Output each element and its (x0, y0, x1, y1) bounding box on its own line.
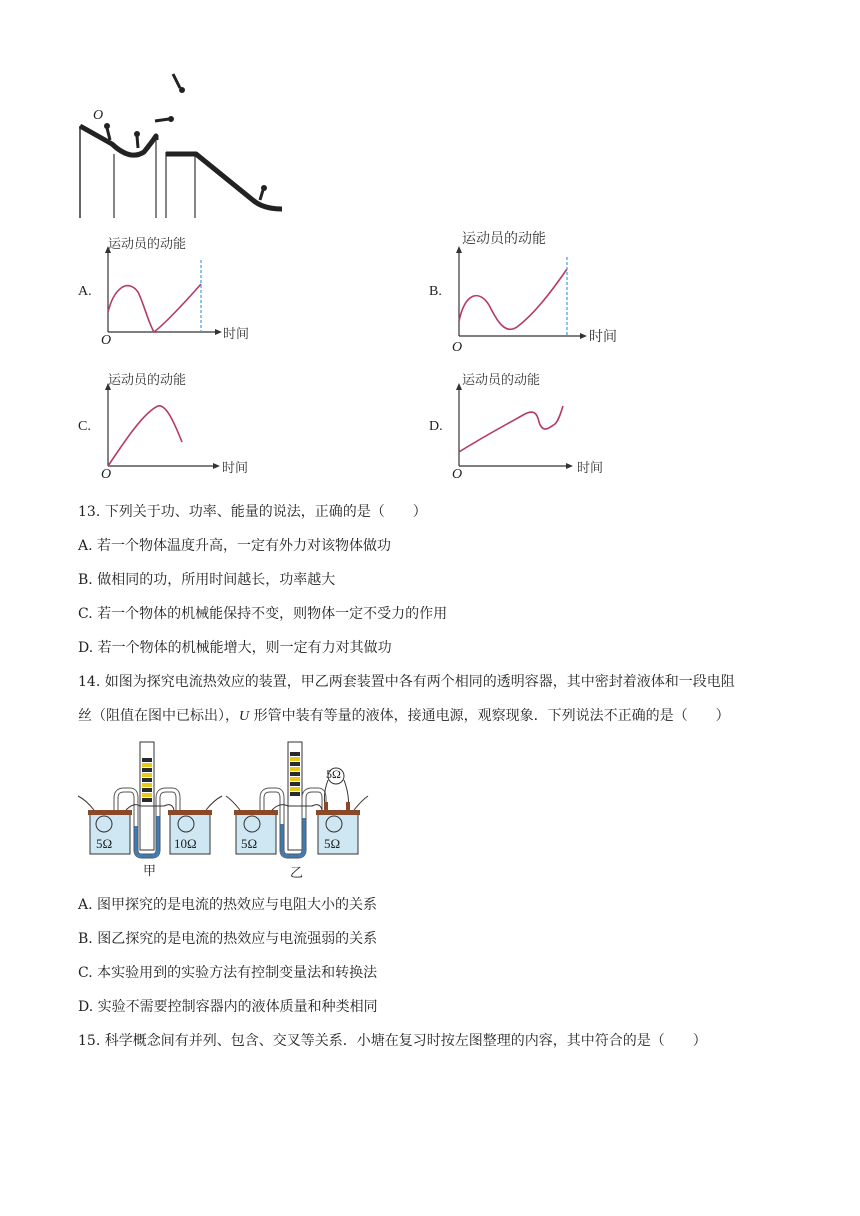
graph-b (451, 245, 596, 345)
jia-caption: 甲 (143, 864, 157, 879)
jia-right-resistance: 10Ω (174, 836, 197, 851)
graph-c-xlabel: 时间 (222, 461, 249, 476)
graph-b-xlabel: 时间 (589, 329, 617, 345)
yi-right-resistance: 5Ω (324, 836, 341, 851)
figure-origin-label: O (93, 108, 104, 123)
yi-caption: 乙 (290, 866, 304, 881)
q14-stem-line2 (78, 707, 730, 726)
graph-b-letter: B. (429, 284, 442, 299)
graph-d-xlabel: 时间 (577, 461, 604, 476)
q13-option-c: C. 若一个物体的机械能保持不变，则物体一定不受力的作用 (78, 606, 448, 622)
yi-left-resistance: 5Ω (241, 836, 258, 851)
graph-a-ylabel: 运动员的动能 (108, 237, 187, 252)
q14-option-a: A. 图甲探究的是电流的热效应与电阻大小的关系 (78, 897, 378, 913)
q14-option-d: D. 实验不需要控制容器内的液体质量和种类相同 (78, 999, 378, 1015)
q13-option-a: A. 若一个物体温度升高，一定有外力对该物体做功 (78, 538, 392, 554)
graph-d (451, 382, 586, 477)
jia-left-resistance: 5Ω (96, 836, 113, 851)
q14-stem-line1: 14. 如图为探究电流热效应的装置，甲乙两套装置中各有两个相同的透明容器，其中密封着液体和一段电阻 (78, 674, 735, 690)
q14-stem-line2-a: 丝（阻值在图中已标出）， (78, 708, 239, 724)
q14-u-symbol: U (239, 709, 250, 724)
q14-option-c: C. 本实验用到的实验方法有控制变量法和转换法 (78, 965, 378, 981)
graph-b-origin: O (452, 340, 463, 355)
q13-option-b: B. 做相同的功，所用时间越长，功率越大 (78, 572, 336, 588)
graph-c-origin: O (101, 467, 112, 482)
q13-option-d: D. 若一个物体的机械能增大，则一定有力对其做功 (78, 640, 392, 656)
graph-d-origin: O (452, 467, 463, 482)
graph-a-letter: A. (78, 284, 92, 299)
yi-extra-resistance: 5Ω (326, 767, 341, 781)
heating-apparatus-figure (76, 740, 376, 880)
graph-c-ylabel: 运动员的动能 (108, 373, 187, 388)
graph-b-ylabel: 运动员的动能 (462, 231, 546, 247)
q15-stem: 15. 科学概念间有并列、包含、交叉等关系．小塘在复习时按左图整理的内容，其中符合的是（ ） (78, 1033, 707, 1049)
q14-stem-line2-b: 形管中装有等量的液体，接通电源，观察现象．下列说法不正确的是（ ） (249, 708, 730, 724)
graph-d-ylabel: 运动员的动能 (462, 373, 541, 388)
graph-a-origin: O (101, 333, 112, 348)
q13-stem: 13. 下列关于功、功率、能量的说法，正确的是（ ） (78, 504, 427, 520)
q14-option-b: B. 图乙探究的是电流的热效应与电流强弱的关系 (78, 931, 378, 947)
graph-a-xlabel: 时间 (223, 327, 250, 342)
graph-d-letter: D. (429, 419, 443, 434)
ski-track-figure (72, 66, 292, 221)
graph-c-letter: C. (78, 419, 91, 434)
